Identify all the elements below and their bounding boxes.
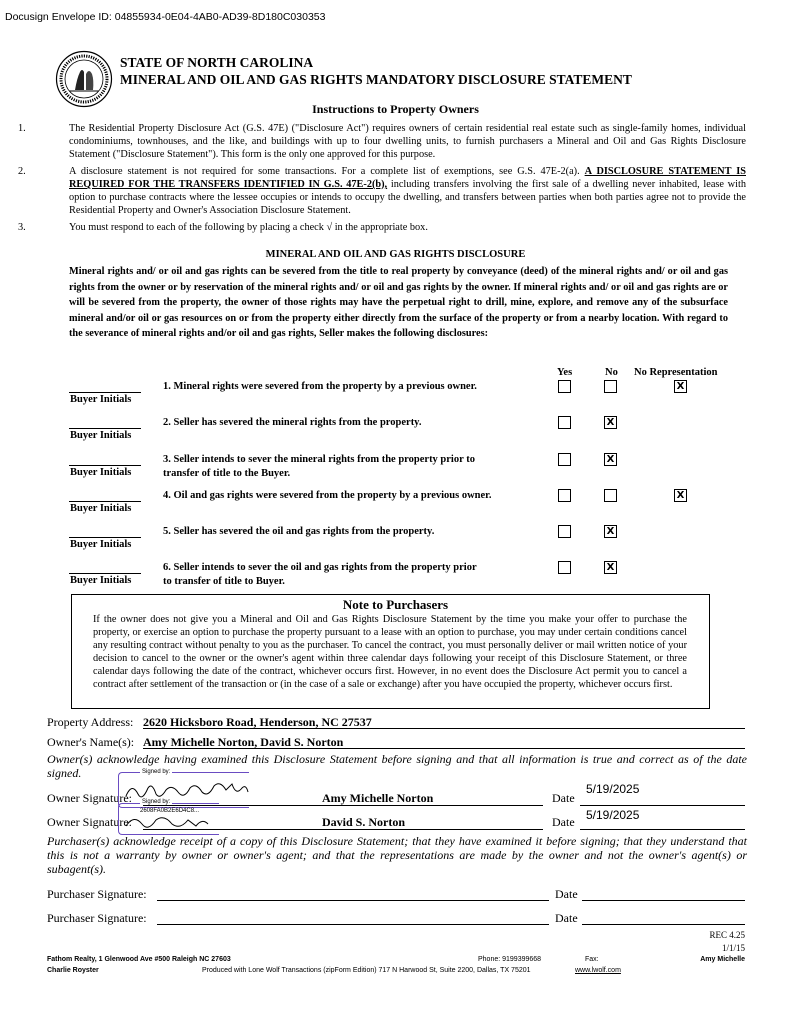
property-address-label: Property Address: [47,715,134,729]
footer-agent: Charlie Royster [47,967,99,974]
buyer-initials-label: Buyer Initials [70,430,132,441]
purchaser-date-label-1: Date [555,887,578,901]
column-yes: Yes [557,367,573,378]
footer-client: Amy Michelle [700,956,745,963]
footer-site-link[interactable]: www.lwolf.com [575,967,621,974]
instructions-list [18,122,746,234]
footer-phone: Phone: 9199399668 [478,956,542,963]
checkbox-yes-3[interactable] [558,453,571,466]
form-date: 1/1/15 [721,943,745,953]
buyer-initials-label: Buyer Initials [70,467,132,478]
checkbox-no-3[interactable]: X [604,453,617,466]
owner-date-value-2[interactable]: 5/19/2025 [586,808,640,822]
checkbox-no-6[interactable]: X [604,561,617,574]
buyer-initials-line[interactable] [69,465,141,466]
checkbox-yes-4[interactable] [558,489,571,502]
buyer-initials-label: Buyer Initials [70,575,132,586]
buyer-initials-label: Buyer Initials [70,503,132,514]
checkbox-norep-1[interactable]: X [674,380,687,393]
form-code: REC 4.25 [709,930,745,940]
handwritten-signature-2[interactable] [122,812,212,834]
note-text: If the owner does not give you a Mineral and Oil and Gas Rights Disclosure Statement by the time you make your offer to purchase the property, or exercise an option to purchase the property pursuant to a lease with an option to purchase, you may under certain conditions cancel any resulting contract without penalty to you as the purchaser. To cancel the contract, you must personally deliver or mail written notice of your decision to cancel to the owner or the owner's agent within three calendar days following your receipt of this Disclosure Statement, or three calendar days following the date of the contract, whichever occurs first. However, in no event does the Disclosure Act permit you to cancel a contract after settlement of the transaction or (in the case of a sale or exchange) after you have occupied the property, whichever occurs first. [93,614,687,690]
checkbox-no-1[interactable] [604,380,617,393]
state-seal-icon [55,50,113,108]
instruction-item-3: 3. You must respond to each of the following by placing a check √ in the appropriate box. [18,222,428,233]
owner-date-line-1 [580,805,745,806]
disclosure-question-3: 3. Seller intends to sever the mineral rights from the property prior to [163,454,475,465]
column-no-representation: No Representation [634,367,718,378]
checkbox-yes-2[interactable] [558,416,571,429]
purchaser-date-line-2[interactable] [582,924,745,925]
checkbox-no-2[interactable]: X [604,416,617,429]
buyer-initials-line[interactable] [69,573,141,574]
owner-printed-name-2: David S. Norton [322,815,406,829]
note-title: Note to Purchasers [342,597,449,612]
buyer-initials-label: Buyer Initials [70,539,132,550]
column-no: No [605,367,618,378]
checkbox-yes-5[interactable] [558,525,571,538]
purchaser-signature-line-1[interactable] [157,900,549,901]
owners-value[interactable]: Amy Michelle Norton, David S. Norton [143,735,344,749]
instruction-item-1: 1. The Residential Property Disclosure Act (G.S. 47E) ("Disclosure Act") requires owners of certain residential real estate such as single-family homes, individual condominiums, townhouses, and the like, and buildings with up to four dwelling units, to furnish purchasers a Mineral and Oil and Gas Rights Disclosure Statement ("Disclosure Statement"). This form is the only one approved for this purpose. [18,123,746,160]
owner-signature-label-1: Owner Signature: [47,791,132,805]
disclosure-question-5: 5. Seller has severed the oil and gas rights from the property. [163,526,435,537]
instruction-item-2: 2. A disclosure statement is not required for some transactions. For a complete list of exemptions, see G.S. 47E-2(a). A DISCLOSURE STATEMENT IS REQUIRED FOR THE TRANSFERS IDENTIFIED IN G.S. 47E-2(b), including transfers involving the first sale of a dwelling never inhabited, lease with option to purchase contracts where the lessee occupies or intends to occupy the dwelling, and transfers between parties when both parties agree not to provide the Residential Property and Owner's Association Disclosure Statement. [18,166,746,216]
purchaser-signature-label-1: Purchaser Signature: [47,887,147,901]
owner-date-value-1[interactable]: 5/19/2025 [586,782,640,796]
signed-by-tag-1: Signed by: [142,769,171,775]
footer-company: Fathom Realty, 1 Glenwood Ave #500 Raleigh NC 27603 [47,956,231,963]
signed-by-tag-2: Signed by: [142,799,171,805]
owner-date-label-1: Date [552,791,575,805]
checkbox-yes-6[interactable] [558,561,571,574]
checkbox-yes-1[interactable] [558,380,571,393]
disclosure-question-1: 1. Mineral rights were severed from the property by a previous owner. [163,381,477,392]
checkbox-norep-4[interactable]: X [674,489,687,502]
disclosure-question-4: 4. Oil and gas rights were severed from the property by a previous owner. [163,490,492,501]
owner-date-label-2: Date [552,815,575,829]
checkbox-no-4[interactable] [604,489,617,502]
buyer-initials-line[interactable] [69,537,141,538]
buyer-initials-line[interactable] [69,392,141,393]
purchaser-signature-label-2: Purchaser Signature: [47,911,147,925]
header-form-title: MINERAL AND OIL AND GAS RIGHTS MANDATORY DISCLOSURE STATEMENT [120,72,632,87]
owner-signature-label-2: Owner Signature: [47,815,132,829]
owners-label: Owner's Name(s): [47,735,135,749]
disclosure-question-6: 6. Seller intends to sever the oil and gas rights from the property prior [163,562,477,573]
purchaser-date-label-2: Date [555,911,578,925]
purchaser-signature-line-2[interactable] [157,924,549,925]
property-address-value[interactable]: 2620 Hicksboro Road, Henderson, NC 27537 [143,715,372,729]
envelope-id: Docusign Envelope ID: 04855934-0E04-4AB0-AD39-8D180C030353 [5,11,326,23]
owner-printed-name-1: Amy Michelle Norton [322,791,434,805]
checkbox-no-5[interactable]: X [604,525,617,538]
buyer-initials-line[interactable] [69,428,141,429]
disclosure-title: MINERAL AND OIL AND GAS RIGHTS DISCLOSURE [265,249,526,260]
owner-date-line-2 [580,829,745,830]
buyer-initials-label: Buyer Initials [70,394,132,405]
purchaser-date-line-1[interactable] [582,900,745,901]
footer-fax: Fax: [585,956,599,963]
instructions-title: Instructions to Property Owners [312,102,479,116]
disclosure-question-2: 2. Seller has severed the mineral rights from the property. [163,417,422,428]
purchaser-acknowledgment: Purchaser(s) acknowledge receipt of a copy of this Disclosure Statement; that they have examined it before signing; that they understand that this is not a warranty by owner or owner's agent; and that the representations are made by the owner and not the owner's agent(s) or subagent(s). [47,834,747,876]
footer-produced: Produced with Lone Wolf Transactions (zipForm Edition) 717 N Harwood St, Suite 2200, Dallas, TX 75201 [202,967,531,974]
header-state: STATE OF NORTH CAROLINA [120,55,314,70]
disclosure-question-3-cont: transfer of title to the Buyer. [163,468,291,479]
buyer-initials-line[interactable] [69,501,141,502]
disclosure-paragraph: Mineral rights and/ or oil and gas rights can be severed from the title to real property by conveyance (deed) of the mineral rights and/ or oil and gas rights from the owner or by reservation of the mineral rights and/ or oil and gas rights by the owner. If mineral rights and/ or oil and gas rights are or will be severed from the property, the owner of those rights may have the perpetual right to drill, mine, explore, and remove any of the subsurface mineral and/or oil or gas resources on or from the property either directly from the surface of the property or from a nearby location. With regard to the severance of mineral rights and/or oil and gas rights, Seller makes the following disclosures: [69,266,728,339]
signature-id-2: 2608FA0B2E6D4C8... [140,808,200,814]
disclosure-question-6-cont: to transfer of title to Buyer. [163,576,285,587]
owner-acknowledgment: Owner(s) acknowledge having examined this Disclosure Statement before signing and that all information is true and correct as of the date signed. [47,752,747,780]
